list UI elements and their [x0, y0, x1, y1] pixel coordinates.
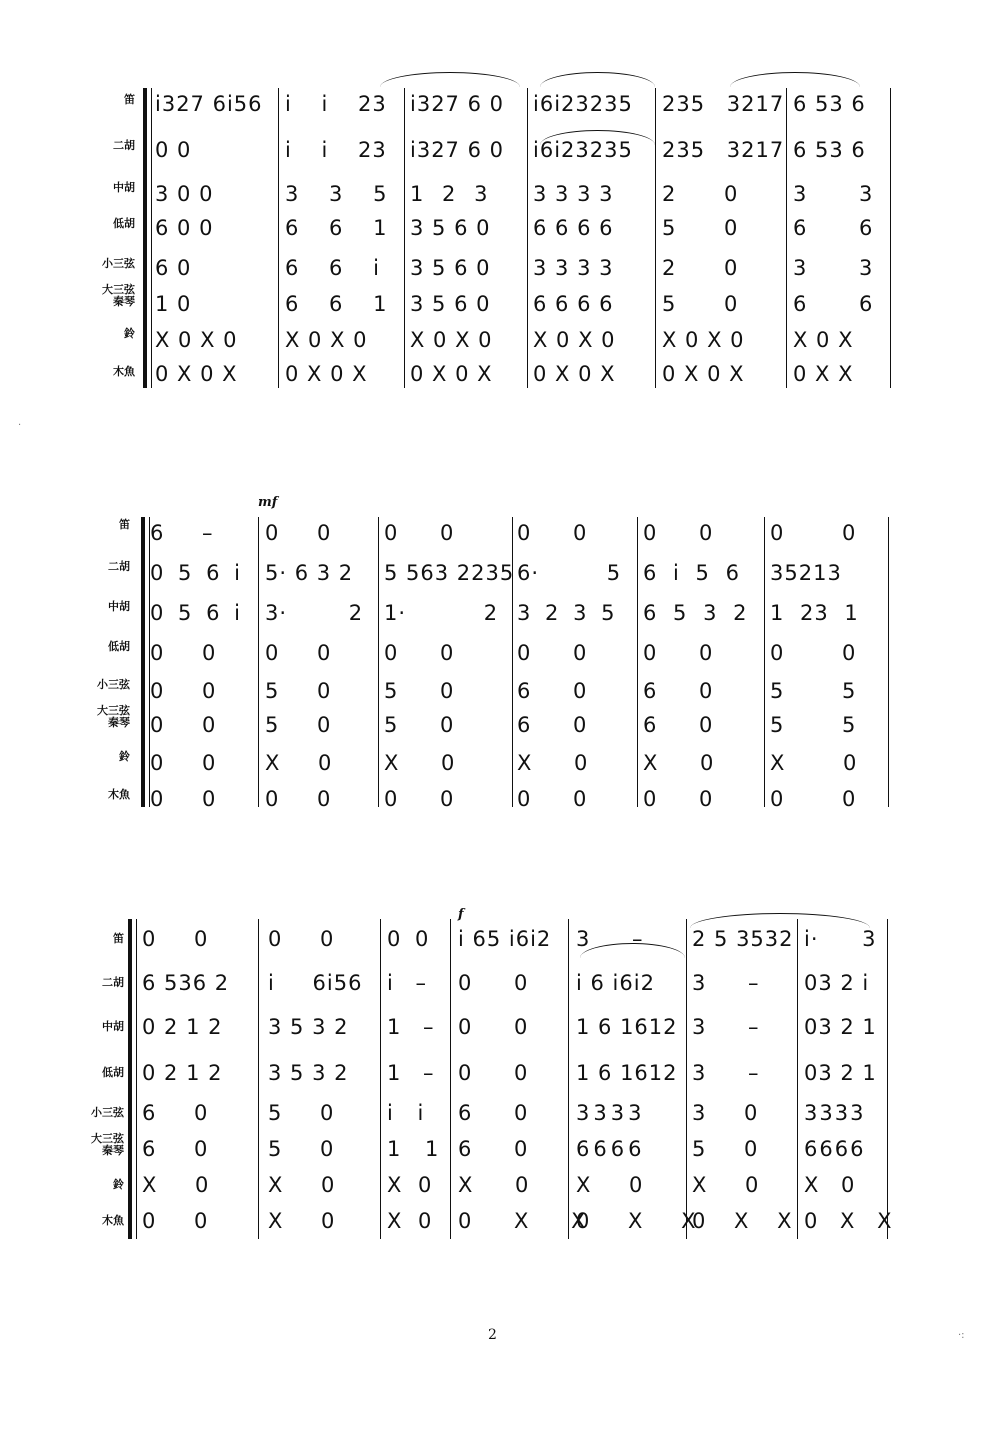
note-cell: X 0: [142, 1173, 210, 1197]
note-cell: 0 0: [458, 1015, 529, 1039]
note-cell: 6 i 5 6: [643, 561, 740, 585]
note-cell: 6 0: [142, 1137, 209, 1161]
note-cell: 0 X X: [458, 1209, 587, 1233]
note-cell: 03 2 1: [804, 1061, 877, 1085]
note-cell: 3 –: [692, 1015, 760, 1039]
instrument-label: 小三弦: [91, 1106, 124, 1119]
note-cell: 3 3: [793, 256, 874, 280]
barline: [258, 919, 259, 1239]
instrument-label: 木魚: [108, 788, 130, 801]
note-cell: 0 0: [643, 641, 714, 665]
note-cell: X 0: [643, 751, 715, 775]
instrument-label: 笛: [119, 518, 130, 531]
instrument-label: 小三弦: [97, 678, 130, 691]
note-cell: 3 2 3 5: [517, 601, 616, 625]
instrument-label: 大三弦 秦琴: [97, 704, 130, 729]
instrument-label: 笛: [113, 932, 124, 945]
note-cell: 3 3 3 3: [533, 256, 614, 280]
scan-speck: ·:: [958, 1330, 965, 1341]
system-3: [0, 905, 990, 1245]
note-cell: X 0: [770, 751, 858, 775]
note-cell: 6· 5: [517, 561, 622, 585]
barline: [686, 919, 687, 1239]
barline: [380, 919, 381, 1239]
note-cell: 0 0: [142, 927, 209, 951]
note-cell: 0 2 1 2: [142, 1061, 223, 1085]
barline: [888, 517, 889, 807]
note-cell: i· 3: [804, 927, 877, 951]
note-cell: 6 536 2: [142, 971, 230, 995]
note-cell: 1 –: [387, 1061, 435, 1085]
note-cell: 6 0: [142, 1101, 209, 1125]
system-brace: [141, 517, 145, 807]
note-cell: 0 0: [517, 641, 588, 665]
note-cell: 0 0: [517, 521, 588, 545]
slur: [380, 72, 520, 87]
note-cell: 0 X X: [576, 1209, 697, 1233]
note-cell: 5 0: [662, 292, 739, 316]
note-cell: 0 0: [150, 713, 217, 737]
note-cell: X 0 X: [793, 328, 854, 352]
note-cell: 1 –: [387, 1015, 435, 1039]
instrument-label: 笛: [124, 93, 135, 106]
barline: [764, 517, 765, 807]
system-brace: [128, 919, 132, 1239]
note-cell: 6 0: [517, 679, 588, 703]
note-cell: X 0: [517, 751, 589, 775]
note-cell: X 0 X 0: [533, 328, 616, 352]
note-cell: 6 6: [793, 216, 874, 240]
note-cell: 3 –: [692, 971, 760, 995]
note-cell: 0 0: [384, 641, 455, 665]
note-cell: 6 –: [150, 521, 214, 545]
note-cell: 0 0: [517, 787, 588, 811]
note-cell: 6 0: [458, 1137, 529, 1161]
note-cell: 3 5 6 0: [410, 216, 491, 240]
instrument-label: 大三弦 秦琴: [102, 283, 135, 308]
note-cell: X 0: [268, 1209, 336, 1233]
scan-speck: ·: [18, 420, 22, 431]
barline: [568, 919, 569, 1239]
system-bracket: [136, 919, 137, 1239]
note-cell: 0 X 0 X: [533, 362, 616, 386]
note-cell: 0 X X: [692, 1209, 793, 1233]
note-cell: 0 0: [770, 521, 857, 545]
note-cell: 3 0: [692, 1101, 759, 1125]
note-cell: i327 6 0: [410, 138, 504, 162]
note-cell: 0 0: [150, 641, 217, 665]
note-cell: 6 6 6 6: [533, 292, 614, 316]
note-cell: 6 53 6: [793, 138, 866, 162]
note-cell: i327 6 0: [410, 92, 504, 116]
note-cell: 3333: [576, 1101, 646, 1125]
note-cell: 5· 6 3 2: [265, 561, 354, 585]
note-cell: 0 X 0 X: [155, 362, 238, 386]
note-cell: X 0 X 0: [285, 328, 368, 352]
page-number: 2: [488, 1327, 497, 1343]
note-cell: 0 0: [770, 787, 857, 811]
note-cell: 35213: [770, 561, 842, 585]
note-cell: 03 2 1: [804, 1015, 877, 1039]
note-cell: 0 0: [265, 521, 332, 545]
barline: [527, 88, 528, 388]
note-cell: 0 X X: [804, 1209, 893, 1233]
note-cell: i 6i56: [268, 971, 363, 995]
instrument-label: 二胡: [102, 976, 124, 989]
note-cell: 2 0: [662, 256, 739, 280]
barline: [450, 919, 451, 1239]
note-cell: X 0: [458, 1173, 530, 1197]
barline: [655, 88, 656, 388]
barline: [797, 919, 798, 1239]
note-cell: 0 0: [770, 641, 857, 665]
note-cell: 6 0: [643, 713, 714, 737]
note-cell: X 0: [387, 1209, 433, 1233]
barline: [887, 919, 888, 1239]
note-cell: 6 0: [155, 256, 192, 280]
barline: [378, 517, 379, 807]
note-cell: X 0 X 0: [410, 328, 493, 352]
note-cell: 3 5 3 2: [268, 1061, 349, 1085]
note-cell: 6 0: [643, 679, 714, 703]
note-cell: X 0: [265, 751, 333, 775]
system-1: [0, 70, 990, 400]
note-cell: 6666: [576, 1137, 646, 1161]
note-cell: 3 0 0: [155, 182, 214, 206]
note-cell: 5 0: [265, 679, 332, 703]
dynamic-marking: mf: [258, 495, 278, 510]
note-cell: 235 3217: [662, 92, 785, 116]
note-cell: 0 0: [387, 927, 430, 951]
note-cell: 6 53 6: [793, 92, 866, 116]
system-brace: [143, 88, 147, 388]
instrument-label: 低胡: [108, 640, 130, 653]
note-cell: 0 0: [155, 138, 192, 162]
barline: [258, 517, 259, 807]
note-cell: X 0: [576, 1173, 644, 1197]
note-cell: 1 6 1612: [576, 1015, 678, 1039]
system-2: [0, 495, 990, 815]
note-cell: i i 23: [285, 92, 387, 116]
note-cell: 0 X 0 X: [285, 362, 368, 386]
note-cell: 1 2 3: [410, 182, 489, 206]
note-cell: 0 0: [142, 1209, 209, 1233]
note-cell: 0 0: [643, 787, 714, 811]
note-cell: 6 6 6 6: [533, 216, 614, 240]
note-cell: 1 0: [155, 292, 192, 316]
note-cell: 3 –: [576, 927, 644, 951]
note-cell: i 65 i6i2: [458, 927, 552, 951]
note-cell: 0 0: [265, 787, 332, 811]
instrument-label: 鈴: [124, 327, 135, 340]
note-cell: i –: [387, 971, 428, 995]
note-cell: 2 0: [662, 182, 739, 206]
note-cell: 3· 2: [265, 601, 364, 625]
note-cell: 3 5 6 0: [410, 292, 491, 316]
note-cell: 1 23 1: [770, 601, 859, 625]
note-cell: X 0: [268, 1173, 336, 1197]
note-cell: 3 3: [793, 182, 874, 206]
instrument-label: 木魚: [102, 1214, 124, 1227]
note-cell: i6i23235: [533, 138, 633, 162]
note-cell: 0 2 1 2: [142, 1015, 223, 1039]
slur: [690, 913, 870, 928]
note-cell: 5 5: [770, 713, 857, 737]
note-cell: i i 23: [285, 138, 387, 162]
note-cell: 0 0: [150, 679, 217, 703]
note-cell: X 0: [692, 1173, 760, 1197]
note-cell: 0 0: [643, 521, 714, 545]
instrument-label: 大三弦 秦琴: [91, 1132, 124, 1157]
instrument-label: 中胡: [108, 600, 130, 613]
note-cell: 1 1: [387, 1137, 440, 1161]
note-cell: 6 0: [458, 1101, 529, 1125]
note-cell: 0 5 6 i: [150, 601, 241, 625]
note-cell: i6i23235: [533, 92, 633, 116]
note-cell: 0 0: [150, 751, 217, 775]
barline: [637, 517, 638, 807]
note-cell: 235 3217: [662, 138, 785, 162]
instrument-label: 二胡: [113, 139, 135, 152]
note-cell: 6 0: [517, 713, 588, 737]
note-cell: 5 0: [662, 216, 739, 240]
note-cell: 6 6 1: [285, 292, 388, 316]
note-cell: X 0: [384, 751, 456, 775]
note-cell: 6 5 3 2: [643, 601, 748, 625]
note-cell: 5 0: [265, 713, 332, 737]
instrument-label: 低胡: [102, 1066, 124, 1079]
barline: [404, 88, 405, 388]
system-bracket: [151, 88, 152, 388]
note-cell: 0 0: [265, 641, 332, 665]
note-cell: X 0 X 0: [662, 328, 745, 352]
note-cell: 5 0: [384, 713, 455, 737]
note-cell: 5 0: [268, 1137, 335, 1161]
note-cell: 0 0: [268, 927, 335, 951]
barline: [890, 88, 891, 388]
note-cell: 3333: [804, 1101, 866, 1125]
note-cell: 03 2 i: [804, 971, 870, 995]
note-cell: X 0 X 0: [155, 328, 238, 352]
instrument-label: 小三弦: [102, 257, 135, 270]
note-cell: 6 6: [793, 292, 874, 316]
note-cell: 5 0: [692, 1137, 759, 1161]
note-cell: i327 6i56: [155, 92, 263, 116]
note-cell: 1 6 1612: [576, 1061, 678, 1085]
instrument-label: 低胡: [113, 217, 135, 230]
barline: [278, 88, 279, 388]
note-cell: 0 5 6 i: [150, 561, 241, 585]
note-cell: 5 0: [268, 1101, 335, 1125]
dynamic-marking: f: [458, 907, 464, 922]
note-cell: 3 5 3 2: [268, 1015, 349, 1039]
instrument-label: 木魚: [113, 365, 135, 378]
note-cell: 0 X X: [793, 362, 854, 386]
note-cell: 0 0: [384, 521, 455, 545]
note-cell: 3 –: [692, 1061, 760, 1085]
instrument-label: 鈴: [113, 1178, 124, 1191]
barline: [786, 88, 787, 388]
instrument-label: 鈴: [119, 750, 130, 763]
note-cell: 6666: [804, 1137, 866, 1161]
note-cell: 0 0: [458, 971, 529, 995]
note-cell: 3 5 6 0: [410, 256, 491, 280]
note-cell: 0 0: [458, 1061, 529, 1085]
note-cell: 0 X 0 X: [662, 362, 745, 386]
instrument-label: 中胡: [113, 181, 135, 194]
slur: [730, 72, 860, 87]
note-cell: i i: [387, 1101, 425, 1125]
note-cell: 5 0: [384, 679, 455, 703]
note-cell: 0 X 0 X: [410, 362, 493, 386]
note-cell: 6 0 0: [155, 216, 214, 240]
note-cell: 6 6 i: [285, 256, 380, 280]
note-cell: 5 5: [770, 679, 857, 703]
note-cell: 0 0: [384, 787, 455, 811]
note-cell: 5 563 2235: [384, 561, 515, 585]
note-cell: i 6 i6i2: [576, 971, 655, 995]
note-cell: 3 3 5: [285, 182, 388, 206]
note-cell: X 0: [804, 1173, 856, 1197]
slur: [540, 72, 655, 87]
note-cell: 0 0: [150, 787, 217, 811]
note-cell: 3 3 3 3: [533, 182, 614, 206]
note-cell: 6 6 1: [285, 216, 388, 240]
note-cell: 1· 2: [384, 601, 499, 625]
instrument-label: 中胡: [102, 1020, 124, 1033]
note-cell: 2 5 3532: [692, 927, 794, 951]
note-cell: X 0: [387, 1173, 433, 1197]
instrument-label: 二胡: [108, 560, 130, 573]
